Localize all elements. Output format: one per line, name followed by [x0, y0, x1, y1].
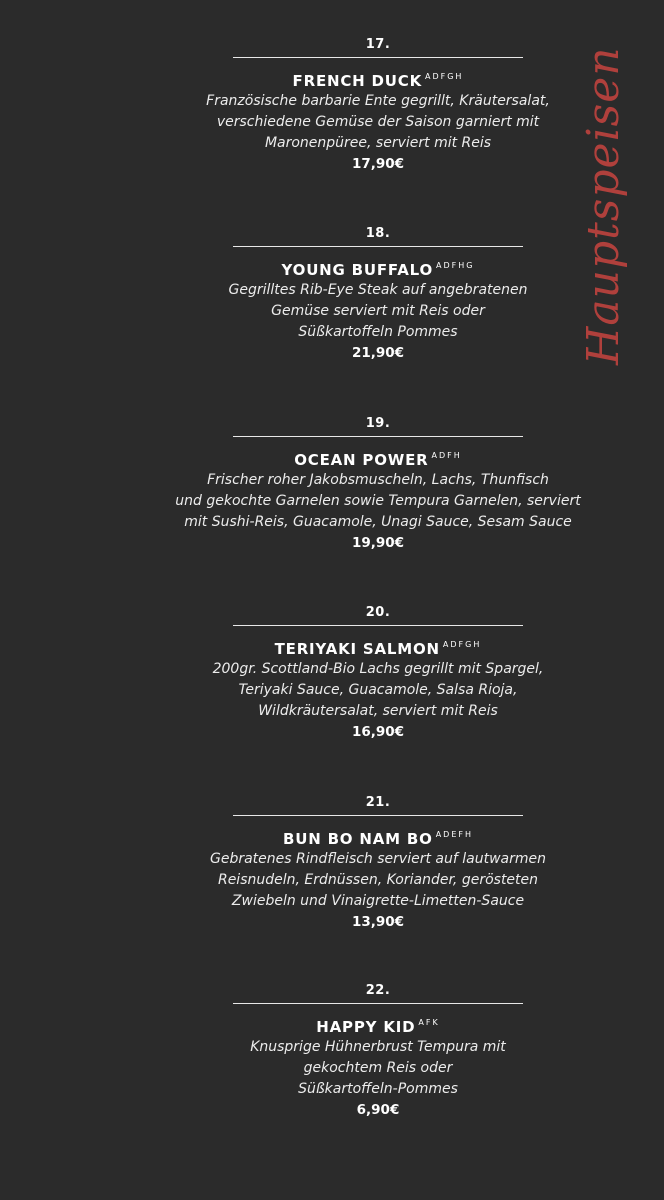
description-line: und gekochte Garnelen sowie Tempura Garnelen, serviert — [175, 493, 581, 509]
item-price: 16,90€ — [351, 724, 405, 740]
description-line: Wildkräutersalat, serviert mit Reis — [258, 703, 498, 719]
menu-item — [148, 37, 608, 174]
item-name: BUN BO NAM BO — [282, 830, 433, 848]
description-line: Reisnudeln, Erdnüssen, Koriander, gerösteten — [217, 872, 539, 888]
divider — [233, 1003, 523, 1004]
item-allergens: ADFGH — [442, 640, 482, 649]
item-number: 21. — [365, 795, 391, 810]
item-price: 21,90€ — [351, 345, 405, 361]
description-line: Süßkartoffeln-Pommes — [298, 1081, 458, 1097]
item-allergens: ADFHG — [436, 261, 475, 270]
menu-item — [148, 983, 608, 1120]
description-line: Gegrilltes Rib-Eye Steak auf angebratenen — [228, 282, 528, 298]
description-line: Frischer roher Jakobsmuscheln, Lachs, Thunfisch — [207, 472, 549, 488]
section-title-text: Hauptspeisen — [578, 46, 629, 365]
item-number: 20. — [365, 605, 391, 620]
description-line: Französische barbarie Ente gegrillt, Kräutersalat, — [206, 93, 550, 109]
item-name: TERIYAKI SALMON — [274, 640, 440, 658]
description-line: Maronenpüree, serviert mit Reis — [264, 135, 492, 151]
divider — [233, 625, 523, 626]
item-price: 6,90€ — [356, 1102, 400, 1118]
menu-item — [148, 795, 608, 932]
item-title — [138, 446, 618, 470]
divider — [233, 57, 523, 58]
description-line: Teriyaki Sauce, Guacamole, Salsa Rioja, — [238, 682, 518, 698]
menu-item — [148, 605, 608, 742]
description-line: 200gr. Scottland-Bio Lachs gegrillt mit Spargel, — [212, 661, 544, 677]
item-number: 18. — [365, 226, 391, 241]
item-description — [148, 659, 608, 722]
item-title — [148, 256, 608, 280]
item-name: OCEAN POWER — [294, 451, 429, 469]
item-title — [148, 825, 608, 849]
description-line: mit Sushi-Reis, Guacamole, Unagi Sauce, Sesam Sauce — [184, 514, 572, 530]
divider — [233, 815, 523, 816]
item-allergens: ADFGH — [425, 72, 464, 81]
item-price: 17,90€ — [351, 156, 405, 172]
description-line: gekochtem Reis oder — [303, 1060, 453, 1076]
item-description — [148, 91, 608, 154]
description-line: Gebratenes Rindfleisch serviert auf lautwarmen — [210, 851, 546, 867]
item-description — [138, 470, 618, 533]
item-title — [148, 67, 608, 91]
description-line: Knusprige Hühnerbrust Tempura mit — [250, 1039, 506, 1055]
item-title — [148, 1013, 608, 1037]
menu-item — [138, 416, 618, 553]
divider — [233, 436, 523, 437]
item-number: 17. — [365, 37, 391, 52]
item-title — [148, 635, 608, 659]
item-allergens: ADFH — [431, 451, 462, 460]
item-number: 19. — [365, 416, 391, 431]
description-line: Süßkartoffeln Pommes — [298, 324, 458, 340]
description-line: Gemüse serviert mit Reis oder — [271, 303, 485, 319]
item-allergens: AFK — [418, 1018, 440, 1027]
description-line: Zwiebeln und Vinaigrette-Limetten-Sauce — [231, 893, 525, 909]
item-name: FRENCH DUCK — [292, 72, 422, 90]
item-name: YOUNG BUFFALO — [281, 261, 434, 279]
menu-item — [148, 226, 608, 363]
item-description — [148, 1037, 608, 1100]
divider — [233, 246, 523, 247]
item-name: HAPPY KID — [316, 1018, 416, 1036]
item-description — [148, 280, 608, 343]
item-description — [148, 849, 608, 912]
item-price: 19,90€ — [351, 535, 405, 551]
item-price: 13,90€ — [351, 914, 405, 930]
item-allergens: ADEFH — [435, 830, 473, 839]
item-number: 22. — [365, 983, 391, 998]
description-line: verschiedene Gemüse der Saison garniert mit — [216, 114, 540, 130]
